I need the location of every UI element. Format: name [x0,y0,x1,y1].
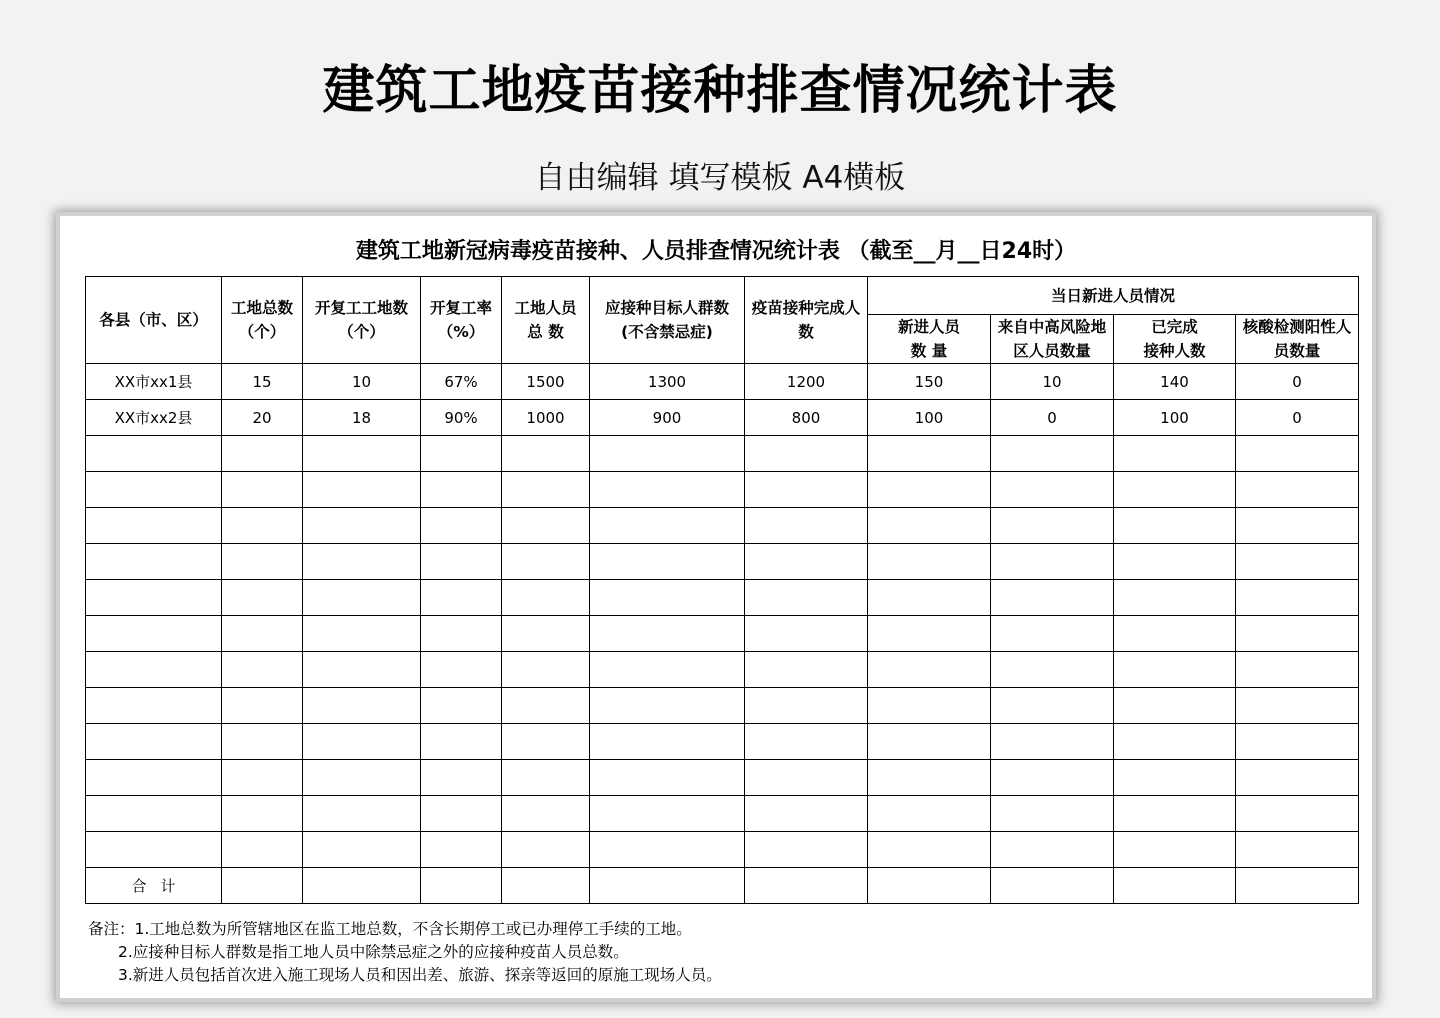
table-cell[interactable]: 150 [868,364,991,400]
table-cell[interactable] [590,724,745,760]
table-cell[interactable] [868,868,991,904]
table-cell[interactable] [745,868,868,904]
table-cell[interactable] [868,688,991,724]
table-cell[interactable] [222,760,303,796]
note-line: 3.新进人员包括首次进入施工现场人员和因出差、旅游、探亲等返回的原施工现场人员。 [118,966,722,984]
table-row [86,688,1359,724]
table-cell[interactable] [1236,580,1359,616]
table-cell[interactable] [1236,832,1359,868]
table-cell[interactable] [303,868,421,904]
table-cell[interactable] [502,868,590,904]
table-cell[interactable] [303,508,421,544]
table-cell[interactable] [86,508,222,544]
table-cell[interactable]: 800 [745,400,868,436]
col-group-header-new-arrivals: 当日新进人员情况 [868,277,1359,315]
table-cell[interactable]: 1200 [745,364,868,400]
table-cell[interactable] [303,832,421,868]
table-cell[interactable] [1114,544,1236,580]
table-cell[interactable] [868,544,991,580]
col-header-vaccinated: 疫苗接种完成人 数 [745,277,868,364]
table-cell[interactable] [590,832,745,868]
table-cell[interactable] [222,652,303,688]
col-header-resume-rate: 开复工率 （%） [421,277,502,364]
table-cell[interactable] [86,724,222,760]
table-cell[interactable] [1114,580,1236,616]
table-cell[interactable] [991,472,1114,508]
table-cell[interactable] [991,544,1114,580]
table-cell[interactable] [502,724,590,760]
table-row [86,724,1359,760]
table-cell[interactable] [1114,868,1236,904]
table-row [86,580,1359,616]
note-line: 备注：1.工地总数为所管辖地区在监工地总数，不含长期停工或已办理停工手续的工地。 [88,920,692,938]
table-cell[interactable] [868,508,991,544]
table-cell[interactable] [1236,868,1359,904]
table-cell[interactable]: 合计 [86,868,222,904]
table-cell[interactable] [1114,616,1236,652]
table-cell[interactable] [868,616,991,652]
table-cell[interactable] [1236,796,1359,832]
table-cell[interactable] [1114,508,1236,544]
table-cell[interactable] [86,436,222,472]
table-cell[interactable] [303,652,421,688]
table-cell[interactable]: 10 [991,364,1114,400]
col-header-high-risk: 来自中高风险地 区人员数量 [991,315,1114,364]
table-cell[interactable] [1236,544,1359,580]
table-cell[interactable]: 1000 [502,400,590,436]
table-cell[interactable] [502,688,590,724]
table-cell[interactable] [86,760,222,796]
table-cell[interactable] [502,832,590,868]
table-header [86,277,1359,364]
table-cell[interactable] [421,688,502,724]
spreadsheet-sheet [60,216,1372,998]
table-cell[interactable] [1236,436,1359,472]
notes [88,918,1348,987]
table-cell[interactable]: 100 [868,400,991,436]
table-cell[interactable] [590,688,745,724]
table-cell[interactable] [86,616,222,652]
table-cell[interactable] [303,544,421,580]
table-cell[interactable]: 90% [421,400,502,436]
table-cell[interactable] [991,760,1114,796]
col-header-positive: 核酸检测阳性人 员数量 [1236,315,1359,364]
table-cell[interactable] [868,436,991,472]
col-header-new-count: 新进人员 数 量 [868,315,991,364]
table-cell[interactable] [86,796,222,832]
table-cell[interactable] [86,580,222,616]
table-cell[interactable] [1114,472,1236,508]
table-cell[interactable]: 0 [1236,400,1359,436]
table-cell[interactable] [991,724,1114,760]
col-header-county: 各县（市、区） [86,277,222,364]
table-cell[interactable] [222,508,303,544]
col-header-workers-total: 工地人员 总 数 [502,277,590,364]
table-cell[interactable] [745,544,868,580]
table-cell[interactable] [303,436,421,472]
table-cell[interactable] [1114,796,1236,832]
table-cell[interactable] [86,688,222,724]
table-body [86,364,1359,904]
table-cell[interactable] [502,436,590,472]
table-cell[interactable] [222,868,303,904]
table-cell[interactable] [421,796,502,832]
table-cell[interactable] [745,472,868,508]
table-cell[interactable]: 0 [1236,364,1359,400]
table-cell[interactable] [1236,616,1359,652]
table-cell[interactable] [991,796,1114,832]
table-cell[interactable] [303,472,421,508]
table-cell[interactable] [745,508,868,544]
table-cell[interactable] [1236,760,1359,796]
table-cell[interactable] [502,652,590,688]
table-cell[interactable]: 1300 [590,364,745,400]
table-cell[interactable] [421,544,502,580]
statistics-table [85,276,1359,904]
page-subtitle: 自由编辑 填写模板 A4横板 [534,160,906,196]
table-cell[interactable] [1114,652,1236,688]
table-cell[interactable] [1236,724,1359,760]
table-cell[interactable] [303,760,421,796]
table-cell[interactable]: 100 [1114,400,1236,436]
table-cell[interactable]: 900 [590,400,745,436]
table-cell[interactable] [590,508,745,544]
page-title: 建筑工地疫苗接种排查情况统计表 [322,61,1118,121]
table-cell[interactable] [502,616,590,652]
col-header-new-vaccinated: 已完成 接种人数 [1114,315,1236,364]
table-cell[interactable] [502,760,590,796]
table-cell[interactable] [502,508,590,544]
total-row [86,868,1359,904]
table-cell[interactable]: 140 [1114,364,1236,400]
table-cell[interactable] [1236,508,1359,544]
table-cell[interactable] [1114,724,1236,760]
table-cell[interactable] [745,832,868,868]
table-row [86,616,1359,652]
table-cell[interactable] [590,760,745,796]
table-cell[interactable] [868,760,991,796]
table-cell[interactable] [421,580,502,616]
table-cell[interactable] [222,796,303,832]
table-cell[interactable]: 1500 [502,364,590,400]
table-cell[interactable] [991,652,1114,688]
table-cell[interactable] [1114,760,1236,796]
table-cell[interactable] [1236,652,1359,688]
table-cell[interactable] [303,724,421,760]
table-row [86,652,1359,688]
table-cell[interactable]: 67% [421,364,502,400]
table-cell[interactable] [991,580,1114,616]
table-cell[interactable] [222,616,303,652]
table-cell[interactable] [868,652,991,688]
table-cell[interactable] [1236,688,1359,724]
table-cell[interactable] [222,544,303,580]
table-cell[interactable] [86,652,222,688]
table-row [86,364,1359,400]
table-cell[interactable] [745,796,868,832]
table-cell[interactable] [991,436,1114,472]
table-cell[interactable] [868,832,991,868]
table-cell[interactable] [745,760,868,796]
table-cell[interactable] [502,796,590,832]
table-cell[interactable] [421,724,502,760]
table-cell[interactable] [421,616,502,652]
table-cell[interactable]: 18 [303,400,421,436]
table-cell[interactable]: XX市xx1县 [86,364,222,400]
table-cell[interactable] [590,652,745,688]
table-row [86,544,1359,580]
table-cell[interactable] [745,436,868,472]
table-cell[interactable]: 10 [303,364,421,400]
table-cell[interactable] [745,688,868,724]
table-cell[interactable] [590,796,745,832]
table-row [86,472,1359,508]
table-cell[interactable] [421,436,502,472]
table-row [86,400,1359,436]
table-row [86,436,1359,472]
table-cell[interactable] [222,688,303,724]
table-cell[interactable] [590,544,745,580]
table-cell[interactable] [421,760,502,796]
table-cell[interactable]: 15 [222,364,303,400]
table-row [86,832,1359,868]
table-cell[interactable] [590,616,745,652]
table-cell[interactable] [868,796,991,832]
table-cell[interactable] [590,868,745,904]
table-cell[interactable] [590,580,745,616]
table-cell[interactable] [421,832,502,868]
table-cell[interactable] [745,580,868,616]
table-cell[interactable] [991,616,1114,652]
table-row [86,508,1359,544]
table-cell[interactable] [303,688,421,724]
table-cell[interactable] [1114,832,1236,868]
table-cell[interactable] [745,652,868,688]
table-cell[interactable] [1236,472,1359,508]
table-cell[interactable] [222,724,303,760]
table-cell[interactable] [222,832,303,868]
table-cell[interactable] [86,832,222,868]
table-cell[interactable] [590,472,745,508]
table-row [86,796,1359,832]
table-cell[interactable] [222,580,303,616]
table-cell[interactable] [1114,436,1236,472]
col-header-sites-resumed: 开复工工地数 （个） [303,277,421,364]
table-cell[interactable] [86,472,222,508]
table-cell[interactable] [502,544,590,580]
table-cell[interactable] [868,724,991,760]
table-cell[interactable] [303,616,421,652]
table-cell[interactable] [991,832,1114,868]
table-cell[interactable] [868,580,991,616]
table-cell[interactable] [745,724,868,760]
table-cell[interactable]: 0 [991,400,1114,436]
col-header-target-group: 应接种目标人群数 (不含禁忌症) [590,277,745,364]
table-cell[interactable] [1114,688,1236,724]
col-header-sites-total: 工地总数 （个） [222,277,303,364]
table-cell[interactable] [868,472,991,508]
table-cell[interactable] [421,652,502,688]
table-cell[interactable]: XX市xx2县 [86,400,222,436]
table-cell[interactable]: 20 [222,400,303,436]
table-cell[interactable] [86,544,222,580]
table-cell[interactable] [222,472,303,508]
table-cell[interactable] [303,796,421,832]
table-cell[interactable] [590,436,745,472]
table-cell[interactable] [421,868,502,904]
table-cell[interactable] [502,580,590,616]
table-cell[interactable] [421,472,502,508]
table-row [86,760,1359,796]
table-cell[interactable] [991,868,1114,904]
table-cell[interactable] [745,616,868,652]
table-cell[interactable] [991,508,1114,544]
table-cell[interactable] [303,580,421,616]
table-cell[interactable] [421,508,502,544]
table-cell[interactable] [991,688,1114,724]
table-cell[interactable] [222,436,303,472]
sheet-title: 建筑工地新冠病毒疫苗接种、人员排查情况统计表 （截至__月__日24时） [355,239,1077,264]
note-line: 2.应接种目标人群数是指工地人员中除禁忌症之外的应接种疫苗人员总数。 [118,943,629,961]
table-cell[interactable] [502,472,590,508]
